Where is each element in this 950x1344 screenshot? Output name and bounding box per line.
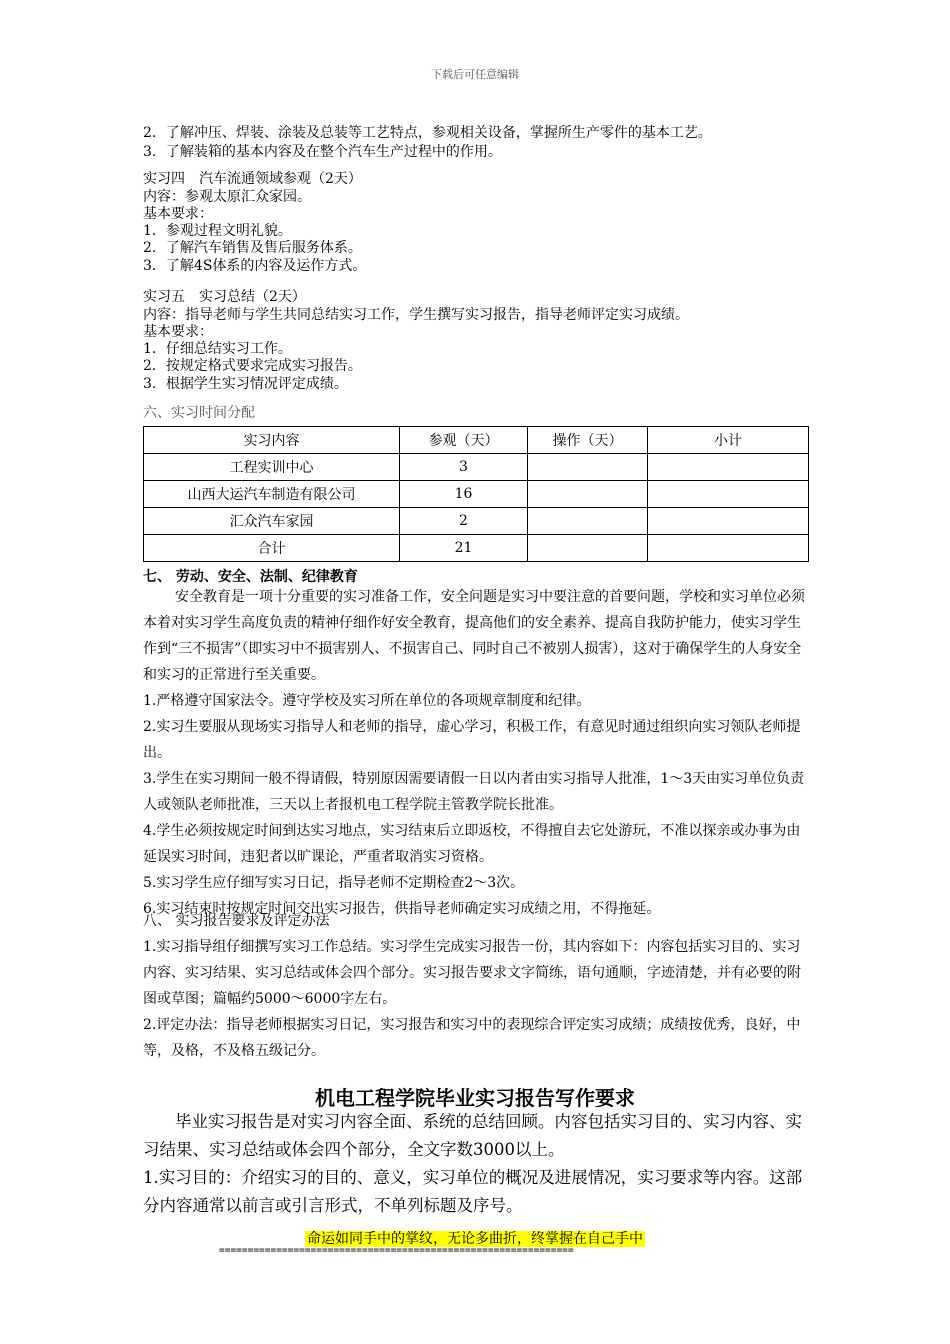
section-7-item: 1.严格遵守国家法令。遵守学校及实习所在单位的各项规章制度和纪律。 [143, 693, 591, 709]
table-row [144, 508, 809, 535]
section-8-item: 2.评定办法：指导老师根据实习日记，实习报告和实习中的表现综合评定实习成绩；成绩按优秀，良好，中等，及格，不及格五级记分。 [143, 1017, 801, 1059]
table-cell: 2 [400, 508, 528, 535]
practice-4-item: 1．参观过程文明礼貌。 [143, 223, 292, 239]
section-7-intro: 安全教育是一项十分重要的实习准备工作，安全问题是实习中要注意的首要问题，学校和实习单位必须本着对实习学生高度负责的精神仔细作好安全教育，提高他们的安全素养、提高自我防护能力，使实习学生作到“三不损害”（即实习中不损害别人、不损害自己、同时自己不被别人损害），这对于确保学生的人身安全和实习的正常进行至关重要。 [143, 589, 805, 683]
table-cell [528, 481, 648, 508]
report-requirements-title: 机电工程学院毕业实习报告写作要求 [315, 1086, 635, 1110]
table-row [144, 535, 809, 562]
practice-4 [143, 170, 813, 276]
practice-5-item: 2．按规定格式要求完成实习报告。 [143, 358, 362, 374]
practice-5-item: 3．根据学生实习情况评定成绩。 [143, 376, 348, 392]
section-7-item: 3.学生在实习期间一般不得请假，特别原因需要请假一日以内者由实习指导人批准，1～3天由实习单位负责人或领队老师批准，三天以上者报机电工程学院主管教学院长批准。 [143, 771, 805, 813]
table-cell: 汇众汽车家园 [144, 508, 400, 535]
practice-4-item: 2．了解汽车销售及售后服务体系。 [143, 240, 362, 256]
practice-4-content: 内容：参观太原汇众家园。 [143, 189, 311, 205]
section-6-title: 六、实习时间分配 [143, 405, 255, 421]
footer-quote-text: 命运如同手中的掌纹，无论多曲折，终掌握在自己手中 [307, 1231, 643, 1247]
text-line: 2．了解冲压、焊装、涂装及总装等工艺特点，参观相关设备，掌握所生产零件的基本工艺。 [143, 125, 712, 141]
footer-rule: ============================================================== [219, 1245, 574, 1256]
table-cell: 合计 [144, 535, 400, 562]
section-7-item: 4.学生必须按规定时间到达实习地点，实习结束后立即返校，不得擅自去它处游玩，不准以探亲或办事为由延误实习时间，违犯者以旷课论，严重者取消实习资格。 [143, 823, 801, 865]
report-requirements-item: 1.实习目的：介绍实习的目的、意义，实习单位的概况及进展情况，实习要求等内容。这部分内容通常以前言或引言形式，不单列标题及序号。 [143, 1168, 803, 1215]
practice-5-content: 内容：指导老师与学生共同总结实习工作，学生撰写实习报告，指导老师评定实习成绩。 [143, 307, 689, 323]
table-header-cell: 参观（天） [400, 427, 528, 454]
table-header-cell: 小计 [648, 427, 809, 454]
table-cell: 工程实训中心 [144, 454, 400, 481]
table-cell: 3 [400, 454, 528, 481]
table-header-cell: 实习内容 [144, 427, 400, 454]
table-cell [648, 508, 809, 535]
section-7-item: 5.实习学生应仔细写实习日记，指导老师不定期检查2～3次。 [143, 875, 525, 891]
header-note: 下载后可任意编辑 [431, 68, 519, 81]
time-allocation-table [143, 426, 809, 562]
practice-5-item: 1．仔细总结实习工作。 [143, 341, 292, 357]
table-cell [648, 481, 809, 508]
practice-4-title: 实习四 汽车流通领域参观（2天） [143, 171, 362, 187]
table-cell [648, 535, 809, 562]
table-cell [528, 535, 648, 562]
practice-5-title: 实习五 实习总结（2天） [143, 289, 306, 305]
report-requirements-intro: 毕业实习报告是对实习内容全面、系统的总结回顾。内容包括实习目的、实习内容、实习结果、实习总结或体会四个部分，全文字数3000以上。 [143, 1112, 802, 1159]
table-cell: 21 [400, 535, 528, 562]
text-line: 3．了解装箱的基本内容及在整个汽车生产过程中的作用。 [143, 144, 502, 160]
table-row [144, 454, 809, 481]
section-7-item: 2.实习生要服从现场实习指导人和老师的指导，虚心学习，积极工作，有意见时通过组织向实习领队老师提出。 [143, 719, 801, 761]
practice-5-req-label: 基本要求： [143, 324, 213, 340]
table-header-cell: 操作（天） [528, 427, 648, 454]
table-row [144, 481, 809, 508]
table-cell [528, 508, 648, 535]
section-7-item: 6.实习结束时按规定时间交出实习报告，供指导老师确定实习成绩之用，不得拖延。 [143, 901, 661, 917]
table-header-row [144, 427, 809, 454]
practice-4-item: 3．了解4S体系的内容及运作方式。 [143, 258, 367, 274]
practice-4-req-label: 基本要求： [143, 206, 213, 222]
section-8-title: 八、 实习报告要求及评定办法 [143, 913, 330, 929]
section-7-body [143, 584, 813, 922]
section-8-item: 1.实习指导组仔细撰写实习工作总结。实习学生完成实习报告一份，其内容如下：内容包括实习目的、实习内容、实习结果、实习总结或体会四个部分。实习报告要求文字简练，语句通顺，字迹清楚，并有必要的附图或草图；篇幅约5000～6000字左右。 [143, 939, 801, 1007]
section-8-body [143, 908, 813, 1064]
practice-5 [143, 288, 813, 394]
table-cell [648, 454, 809, 481]
section-7-title: 七、 劳动、安全、法制、纪律教育 [143, 569, 358, 585]
report-requirements-body [143, 1108, 813, 1220]
table-cell [528, 454, 648, 481]
table-cell: 山西大运汽车制造有限公司 [144, 481, 400, 508]
top-lines [143, 124, 813, 162]
table-cell: 16 [400, 481, 528, 508]
